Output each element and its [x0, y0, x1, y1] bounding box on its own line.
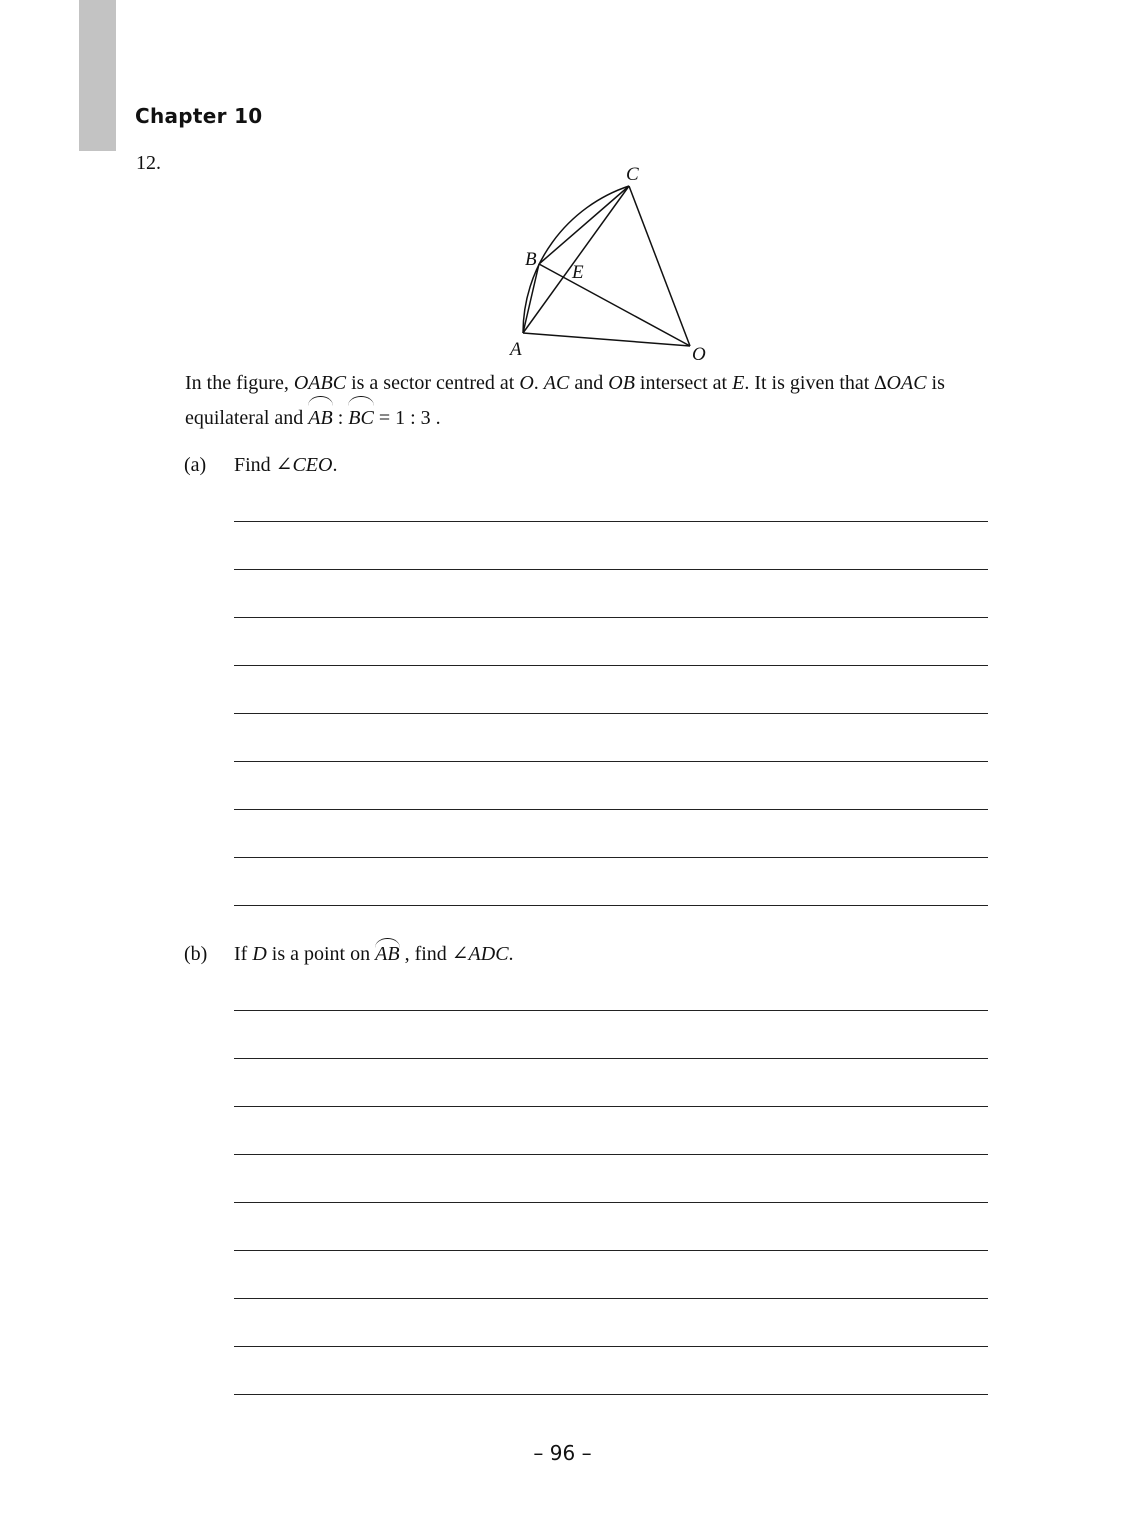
answer-line[interactable]	[234, 521, 988, 522]
label-O: O	[692, 344, 706, 365]
arc-BC: BC	[348, 401, 374, 436]
segment-OC	[629, 186, 690, 346]
answer-line[interactable]	[234, 905, 988, 906]
segment-AC	[523, 186, 629, 333]
chord-BC	[539, 186, 629, 264]
question-stem: In the figure, OABC is a sector centred at O. AC and OB intersect at E. It is given that ∆OAC is equilateral and AB : BC = 1 : 3 .	[185, 366, 995, 436]
arc-AB: AB	[375, 943, 400, 965]
answer-line[interactable]	[234, 857, 988, 858]
segment-OB	[539, 264, 690, 346]
page-number: – 96 –	[533, 1441, 592, 1465]
answer-line[interactable]	[234, 617, 988, 618]
chapter-title: Chapter 10	[135, 104, 263, 128]
answer-line[interactable]	[234, 1298, 988, 1299]
sector-figure	[490, 160, 730, 370]
answer-line[interactable]	[234, 1202, 988, 1203]
answer-line[interactable]	[234, 1346, 988, 1347]
part-a-label: (a)	[184, 454, 207, 476]
answer-line[interactable]	[234, 761, 988, 762]
chapter-side-tab	[79, 0, 116, 151]
answer-line[interactable]	[234, 1154, 988, 1155]
label-A: A	[510, 339, 522, 360]
answer-line[interactable]	[234, 809, 988, 810]
question-number: 12.	[136, 152, 161, 174]
answer-line[interactable]	[234, 1394, 988, 1395]
label-C: C	[626, 164, 639, 185]
answer-line[interactable]	[234, 1058, 988, 1059]
label-E: E	[572, 262, 584, 283]
answer-line[interactable]	[234, 665, 988, 666]
part-b-question: (b) If D is a point on AB , find ∠ADC.	[184, 943, 514, 965]
part-a-question: (a) Find ∠CEO.	[184, 454, 338, 476]
answer-line[interactable]	[234, 1010, 988, 1011]
answer-line[interactable]	[234, 1250, 988, 1251]
segment-OA	[523, 333, 690, 346]
answer-line[interactable]	[234, 569, 988, 570]
part-b-label: (b)	[184, 943, 208, 965]
answer-line[interactable]	[234, 1106, 988, 1107]
label-B: B	[525, 249, 537, 270]
answer-line[interactable]	[234, 713, 988, 714]
arc-AB: AB	[308, 401, 332, 436]
